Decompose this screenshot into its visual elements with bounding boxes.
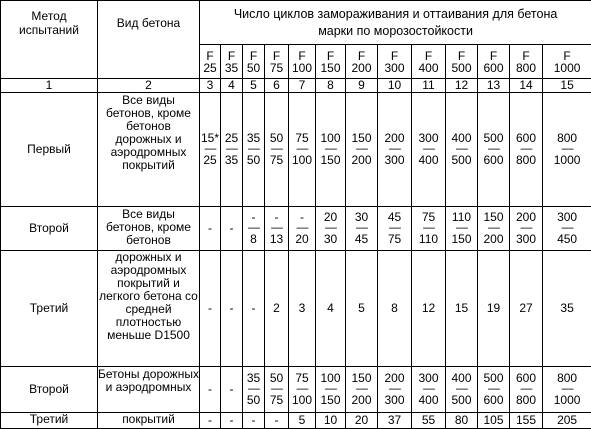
fraction-separator: ----- bbox=[446, 145, 477, 154]
cycle-value-cell bbox=[243, 93, 265, 207]
fraction-separator: ----- bbox=[543, 385, 591, 394]
fraction-separator: ----- bbox=[378, 145, 411, 154]
value-denominator: 25 bbox=[200, 154, 220, 167]
fraction-separator: ----- bbox=[265, 224, 288, 233]
cycle-value-cell: 8 bbox=[378, 251, 412, 367]
value-numerator: 15* bbox=[200, 132, 220, 145]
value-denominator: 400 bbox=[412, 154, 445, 167]
cycle-value-cell bbox=[543, 367, 591, 413]
table-row bbox=[1, 207, 591, 251]
value-denominator: 600 bbox=[478, 394, 509, 407]
cycle-value-cell bbox=[446, 207, 478, 251]
cycle-value-cell bbox=[378, 367, 412, 413]
value-numerator: 200 bbox=[378, 132, 411, 145]
value-denominator: 100 bbox=[289, 154, 315, 167]
fraction-separator: ----- bbox=[243, 224, 264, 233]
cycle-value-cell: 4 bbox=[316, 251, 346, 367]
value-numerator: 35 bbox=[243, 132, 264, 145]
cycle-value-cell: 105 bbox=[478, 413, 510, 429]
value-denominator: 500 bbox=[446, 154, 477, 167]
value-numerator: 800 bbox=[543, 132, 591, 145]
column-number-cell: 14 bbox=[510, 79, 543, 93]
cycle-value-cell: - bbox=[265, 413, 289, 429]
grade-header-cell bbox=[543, 45, 591, 79]
column-number-cell: 5 bbox=[243, 79, 265, 93]
value-numerator: 30 bbox=[346, 211, 377, 224]
grade-header-cell bbox=[412, 45, 446, 79]
grade-header-cell bbox=[346, 45, 378, 79]
grade-header-cell bbox=[378, 45, 412, 79]
grade-value: 500 bbox=[446, 62, 477, 74]
value-numerator: 500 bbox=[478, 372, 509, 385]
cycle-value-cell bbox=[200, 93, 221, 207]
cycle-value-cell bbox=[446, 367, 478, 413]
cycle-value-cell: 155 bbox=[510, 413, 543, 429]
grade-letter: F bbox=[316, 50, 345, 62]
cycle-value-cell bbox=[243, 207, 265, 251]
value-numerator: 25 bbox=[221, 132, 242, 145]
cycle-value-cell bbox=[289, 93, 316, 207]
cycle-value-cell bbox=[510, 93, 543, 207]
value-numerator: 800 bbox=[543, 372, 591, 385]
value-numerator: 50 bbox=[265, 132, 288, 145]
column-number-cell: 12 bbox=[446, 79, 478, 93]
cycle-value-cell bbox=[412, 367, 446, 413]
value-denominator: 30 bbox=[316, 233, 345, 246]
grade-value: 150 bbox=[316, 62, 345, 74]
column-number-cell: 10 bbox=[378, 79, 412, 93]
value-denominator: 600 bbox=[478, 154, 509, 167]
grade-header-cell bbox=[446, 45, 478, 79]
value-numerator: 110 bbox=[446, 211, 477, 224]
value-denominator: 75 bbox=[378, 233, 411, 246]
column-number-cell: 8 bbox=[316, 79, 346, 93]
grade-letter: F bbox=[346, 50, 377, 62]
grade-value: 800 bbox=[510, 62, 542, 74]
fraction-separator: ----- bbox=[289, 224, 315, 233]
grade-value: 600 bbox=[478, 62, 509, 74]
value-numerator: 75 bbox=[289, 132, 315, 145]
value-denominator: 150 bbox=[316, 394, 345, 407]
value-denominator: 300 bbox=[510, 233, 542, 246]
grade-letter: F bbox=[543, 50, 591, 62]
cycle-value-cell: 5 bbox=[289, 413, 316, 429]
cycle-value-cell bbox=[346, 367, 378, 413]
value-denominator: 100 bbox=[289, 394, 315, 407]
cycle-value-cell: 10 bbox=[316, 413, 346, 429]
value-numerator: 100 bbox=[316, 132, 345, 145]
fraction-separator: ----- bbox=[316, 224, 345, 233]
value-denominator: 50 bbox=[243, 154, 264, 167]
cycle-value-cell: 20 bbox=[346, 413, 378, 429]
fraction-separator: ----- bbox=[412, 224, 445, 233]
value-denominator: 35 bbox=[221, 154, 242, 167]
grade-letter: F bbox=[265, 50, 288, 62]
concrete-type-cell: покрытий bbox=[98, 413, 200, 429]
cycle-value-cell bbox=[378, 93, 412, 207]
table-row bbox=[1, 367, 591, 413]
header-method bbox=[1, 1, 98, 79]
value-numerator: 150 bbox=[346, 132, 377, 145]
cycle-value-cell: - bbox=[243, 413, 265, 429]
cycle-value-cell bbox=[289, 367, 316, 413]
header-concrete-label: Вид бетона bbox=[98, 3, 199, 30]
fraction-separator: ----- bbox=[478, 145, 509, 154]
value-numerator: 300 bbox=[412, 372, 445, 385]
cycle-value-cell: - bbox=[221, 251, 243, 367]
cycle-value-cell bbox=[346, 93, 378, 207]
grade-value: 300 bbox=[378, 62, 411, 74]
grade-header-cell bbox=[510, 45, 543, 79]
value-numerator: 200 bbox=[510, 211, 542, 224]
cycle-value-cell: 19 bbox=[478, 251, 510, 367]
fraction-separator: ----- bbox=[478, 385, 509, 394]
cycle-value-cell: 55 bbox=[412, 413, 446, 429]
fraction-separator: ----- bbox=[316, 145, 345, 154]
fraction-separator: ----- bbox=[412, 385, 445, 394]
grade-letter: F bbox=[378, 50, 411, 62]
grade-letter: F bbox=[221, 50, 242, 62]
fraction-separator: ----- bbox=[510, 224, 542, 233]
value-numerator: 400 bbox=[446, 132, 477, 145]
value-denominator: 300 bbox=[378, 154, 411, 167]
grade-letter: F bbox=[243, 50, 264, 62]
value-numerator: - bbox=[289, 211, 315, 224]
fraction-separator: ----- bbox=[510, 145, 542, 154]
cycle-value-cell bbox=[289, 207, 316, 251]
header-concrete bbox=[98, 1, 200, 79]
cycle-value-cell bbox=[316, 367, 346, 413]
cycle-value-cell: - bbox=[200, 207, 221, 251]
cycle-value-cell: 37 bbox=[378, 413, 412, 429]
column-number-cell: 6 bbox=[265, 79, 289, 93]
value-numerator: 45 bbox=[378, 211, 411, 224]
fraction-separator: ----- bbox=[446, 385, 477, 394]
grade-letter: F bbox=[478, 50, 509, 62]
value-denominator: 50 bbox=[243, 394, 264, 407]
cycle-value-cell bbox=[543, 207, 591, 251]
concrete-type-cell: Бетоны дорожных и аэродромных bbox=[98, 367, 200, 413]
cycle-value-cell bbox=[412, 93, 446, 207]
cycle-value-cell: 35 bbox=[543, 251, 591, 367]
fraction-separator: ----- bbox=[543, 145, 591, 154]
fraction-separator: ----- bbox=[378, 224, 411, 233]
table-row bbox=[1, 413, 591, 429]
fraction-separator: ----- bbox=[446, 224, 477, 233]
value-denominator: 200 bbox=[346, 394, 377, 407]
column-number-cell: 7 bbox=[289, 79, 316, 93]
fraction-separator: ----- bbox=[543, 224, 591, 233]
header-cycles bbox=[200, 1, 591, 45]
fraction-separator: ----- bbox=[289, 145, 315, 154]
value-numerator: 20 bbox=[316, 211, 345, 224]
column-number-cell: 15 bbox=[543, 79, 591, 93]
cycle-value-cell: 2 bbox=[265, 251, 289, 367]
value-denominator: 75 bbox=[265, 394, 288, 407]
grade-letter: F bbox=[446, 50, 477, 62]
cycle-value-cell: 15 bbox=[446, 251, 478, 367]
grade-letter: F bbox=[510, 50, 542, 62]
cycle-value-cell bbox=[510, 207, 543, 251]
cycle-value-cell: - bbox=[221, 207, 243, 251]
fraction-separator: ----- bbox=[265, 385, 288, 394]
column-number-cell: 4 bbox=[221, 79, 243, 93]
value-denominator: 800 bbox=[510, 394, 542, 407]
value-numerator: 150 bbox=[346, 372, 377, 385]
value-numerator: - bbox=[243, 211, 264, 224]
value-denominator: 800 bbox=[510, 154, 542, 167]
cycle-value-cell: - bbox=[221, 367, 243, 413]
value-numerator: 75 bbox=[289, 372, 315, 385]
value-numerator: 600 bbox=[510, 372, 542, 385]
cycle-value-cell bbox=[478, 93, 510, 207]
column-number-cell: 1 bbox=[1, 79, 98, 93]
grade-header-cell bbox=[265, 45, 289, 79]
cycle-value-cell bbox=[543, 93, 591, 207]
cycle-value-cell bbox=[243, 367, 265, 413]
fraction-separator: ----- bbox=[346, 385, 377, 394]
grade-header-cell bbox=[243, 45, 265, 79]
value-denominator: 20 bbox=[289, 233, 315, 246]
fraction-separator: ----- bbox=[243, 145, 264, 154]
value-denominator: 75 bbox=[265, 154, 288, 167]
value-numerator: 50 bbox=[265, 372, 288, 385]
concrete-type-cell: Все виды бетонов, кроме бетонов bbox=[98, 207, 200, 251]
cycle-value-cell: 12 bbox=[412, 251, 446, 367]
grade-value: 75 bbox=[265, 62, 288, 74]
cycle-value-cell bbox=[316, 207, 346, 251]
value-denominator: 300 bbox=[378, 394, 411, 407]
cycle-value-cell: 3 bbox=[289, 251, 316, 367]
value-denominator: 150 bbox=[316, 154, 345, 167]
value-numerator: 35 bbox=[243, 372, 264, 385]
cycle-value-cell: - bbox=[200, 413, 221, 429]
fraction-separator: ----- bbox=[346, 224, 377, 233]
cycle-value-cell bbox=[478, 207, 510, 251]
cycle-value-cell: - bbox=[200, 367, 221, 413]
fraction-separator: ----- bbox=[378, 385, 411, 394]
table-row bbox=[1, 251, 591, 367]
value-numerator: 500 bbox=[478, 132, 509, 145]
column-number-cell: 13 bbox=[478, 79, 510, 93]
cycle-value-cell bbox=[221, 93, 243, 207]
value-numerator: 150 bbox=[478, 211, 509, 224]
cycle-value-cell bbox=[446, 93, 478, 207]
value-denominator: 200 bbox=[478, 233, 509, 246]
cycle-value-cell bbox=[346, 207, 378, 251]
grade-header-cell bbox=[200, 45, 221, 79]
cycle-value-cell bbox=[478, 367, 510, 413]
grade-letter: F bbox=[412, 50, 445, 62]
method-cell: Второй bbox=[1, 207, 98, 251]
grade-value: 25 bbox=[200, 62, 220, 74]
value-numerator: 200 bbox=[378, 372, 411, 385]
cycle-value-cell: 80 bbox=[446, 413, 478, 429]
fraction-separator: ----- bbox=[243, 385, 264, 394]
grade-letter: F bbox=[200, 50, 220, 62]
value-denominator: 1000 bbox=[543, 154, 591, 167]
fraction-separator: ----- bbox=[478, 224, 509, 233]
concrete-type-cell: Все виды бетонов, кроме бетонов дорожных и аэродромных покрытий bbox=[98, 93, 200, 207]
value-denominator: 1000 bbox=[543, 394, 591, 407]
cycle-value-cell: - bbox=[243, 251, 265, 367]
concrete-type-cell: дорожных и аэродромных покрытий и легкого бетона со средней плотностью меньше D1500 bbox=[98, 251, 200, 367]
fraction-separator: ----- bbox=[289, 385, 315, 394]
value-numerator: 100 bbox=[316, 372, 345, 385]
grade-value: 35 bbox=[221, 62, 242, 74]
column-number-cell: 9 bbox=[346, 79, 378, 93]
cycle-value-cell bbox=[316, 93, 346, 207]
cycle-value-cell bbox=[412, 207, 446, 251]
grade-header-cell bbox=[289, 45, 316, 79]
grade-value: 100 bbox=[289, 62, 315, 74]
value-numerator: 300 bbox=[543, 211, 591, 224]
cycle-value-cell bbox=[378, 207, 412, 251]
value-denominator: 110 bbox=[412, 233, 445, 246]
value-denominator: 8 bbox=[243, 233, 264, 246]
value-denominator: 500 bbox=[446, 394, 477, 407]
cycle-value-cell: - bbox=[221, 413, 243, 429]
value-denominator: 45 bbox=[346, 233, 377, 246]
fraction-separator: ----- bbox=[412, 145, 445, 154]
cycle-value-cell: - bbox=[200, 251, 221, 367]
value-numerator: - bbox=[265, 211, 288, 224]
method-cell: Третий bbox=[1, 251, 98, 367]
grade-header-cell bbox=[478, 45, 510, 79]
grade-value: 50 bbox=[243, 62, 264, 74]
grade-value: 1000 bbox=[543, 62, 591, 74]
value-denominator: 13 bbox=[265, 233, 288, 246]
fraction-separator: ----- bbox=[265, 145, 288, 154]
grade-value: 400 bbox=[412, 62, 445, 74]
column-number-row bbox=[1, 79, 591, 93]
grade-header-cell bbox=[221, 45, 243, 79]
value-numerator: 300 bbox=[412, 132, 445, 145]
value-numerator: 400 bbox=[446, 372, 477, 385]
column-number-cell: 11 bbox=[412, 79, 446, 93]
header-method-label: Метод испытаний bbox=[1, 3, 97, 37]
grade-letter: F bbox=[289, 50, 315, 62]
fraction-separator: ----- bbox=[200, 145, 220, 154]
value-denominator: 200 bbox=[346, 154, 377, 167]
value-denominator: 450 bbox=[543, 233, 591, 246]
column-number-cell: 2 bbox=[98, 79, 200, 93]
value-numerator: 600 bbox=[510, 132, 542, 145]
method-cell: Второй bbox=[1, 367, 98, 413]
cycle-value-cell bbox=[265, 367, 289, 413]
fraction-separator: ----- bbox=[346, 145, 377, 154]
column-number-cell: 3 bbox=[200, 79, 221, 93]
cycle-value-cell bbox=[265, 93, 289, 207]
cycle-value-cell bbox=[265, 207, 289, 251]
fraction-separator: ----- bbox=[221, 145, 242, 154]
value-numerator: 75 bbox=[412, 211, 445, 224]
method-cell: Первый bbox=[1, 93, 98, 207]
cycle-value-cell: 5 bbox=[346, 251, 378, 367]
method-cell: Третий bbox=[1, 413, 98, 429]
header-cycles-label: Число циклов замораживания и оттаивания для бетона марки по морозостойкости bbox=[200, 6, 591, 40]
grade-header-cell bbox=[316, 45, 346, 79]
cycle-value-cell: 205 bbox=[543, 413, 591, 429]
table-row bbox=[1, 93, 591, 207]
fraction-separator: ----- bbox=[316, 385, 345, 394]
grade-value: 200 bbox=[346, 62, 377, 74]
value-denominator: 150 bbox=[446, 233, 477, 246]
value-denominator: 400 bbox=[412, 394, 445, 407]
cycle-value-cell: 27 bbox=[510, 251, 543, 367]
fraction-separator: ----- bbox=[510, 385, 542, 394]
cycle-value-cell bbox=[510, 367, 543, 413]
